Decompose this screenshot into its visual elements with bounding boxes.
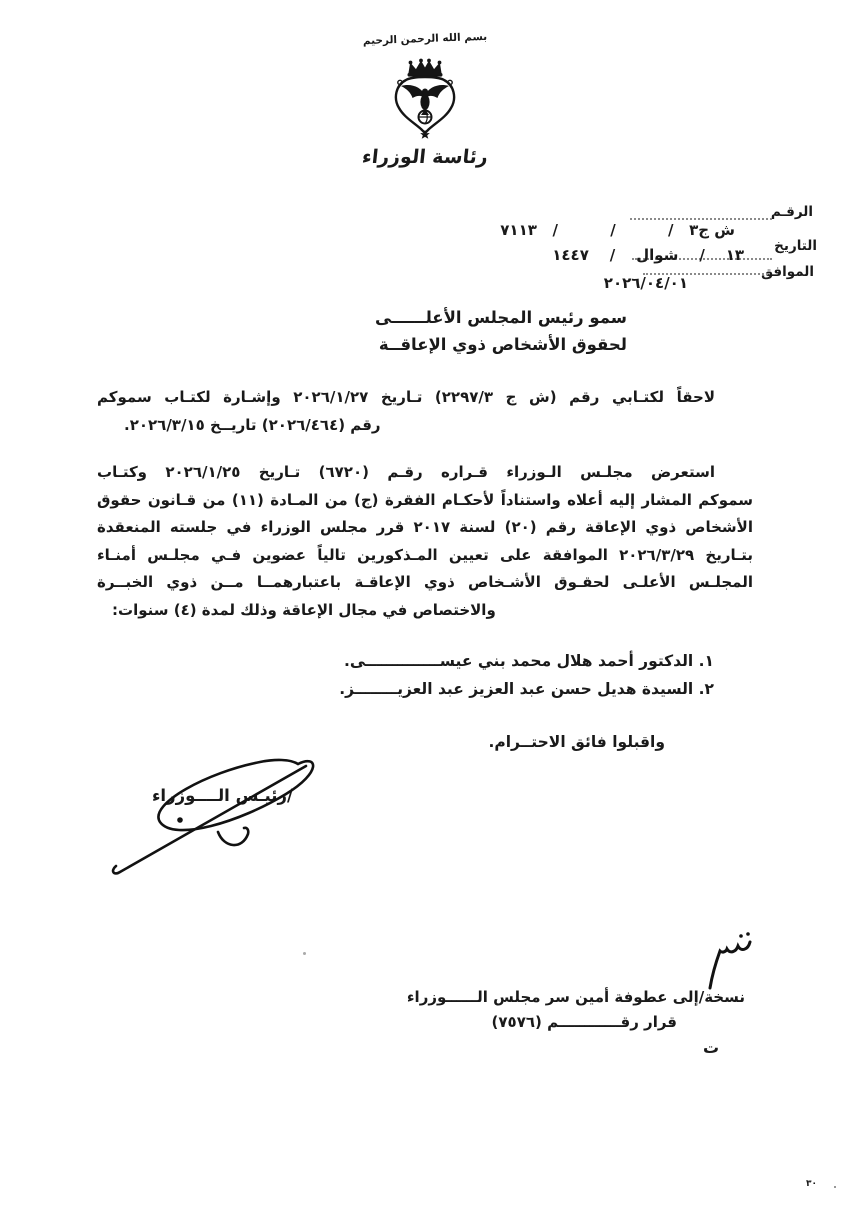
bismillah-calligraphy: بسم الله الرحمن الرحيم	[362, 30, 488, 48]
appointee-list	[339, 648, 714, 703]
paragraph-1-line-2: رقم (٢٠٢٦/٤٦٤) تاريــخ ٢٠٢٦/٣/١٥.	[124, 416, 381, 434]
scan-artifact-speck	[303, 952, 306, 955]
paragraph-2-line-1: استعرض مجلـس الـوزراء قـراره رقـم (٦٧٢٠) تـاريخ ٢٠٢٦/١/٢٥ وكتـاب	[97, 463, 715, 481]
footer-letter-mark: ت	[703, 1038, 720, 1057]
appointee-list-item-1: ١. الدكتور أحمد هلال محمد بني عيســــــــــــــى.	[344, 652, 714, 670]
prime-minister-signature-title: /رئيـس الــــوزراء	[151, 786, 293, 805]
decision-number-line: قرار رقــــــــــــم (٧٥٧٦)	[491, 1013, 677, 1031]
scan-artifact-dot	[834, 1186, 836, 1188]
ref-number-leader-line	[630, 218, 772, 220]
ref-gregorian-value: ٢٠٢٦/٠٤/٠١	[603, 274, 688, 292]
ref-number-label: الرقـم	[770, 204, 813, 220]
paragraph-2-line-4: بتـاريخ ٢٠٢٦/٣/٢٩ الموافقة على تعيين المـذكورين تالياً عضوين فـي مجلـس أمنـاء	[97, 545, 753, 564]
paragraph-2-line-5: المجلـس الأعلـى لحقـوق الأشـخاص ذوي الإعاقـة باعتبارهمــا مــن ذوي الخبــرة	[97, 573, 753, 591]
ref-hijri-date-label: التاريخ	[774, 238, 817, 254]
handwritten-signature-icon	[90, 750, 330, 890]
ref-hijri-date-value: ١٣ / شوال / ١٤٤٧	[552, 246, 744, 264]
copy-distribution-line: نسخة/إلى عطوفة أمين سر مجلس الــــــوزراء	[406, 988, 745, 1006]
paragraph-2-line-2: سموكم المشار إليه أعلاه واستناداً لأحكـام الفقرة (ج) من المـادة (١١) من قـانون حقوق	[97, 490, 753, 509]
prime-ministry-calligraphy: رئاسة الوزراء	[360, 146, 490, 168]
paragraph-1	[97, 383, 753, 439]
paragraph-2	[97, 459, 753, 624]
appointee-list-item-2: ٢. السيدة هديل حسن عبد العزيز عبد العزيــــــــز.	[339, 679, 714, 698]
paragraph-2-line-6: والاختصاص في مجال الإعاقة وذلك لمدة (٤) سنوات:	[112, 600, 496, 619]
paragraph-2-line-3: الأشخاص ذوي الإعاقة رقم (٢٠) لسنة ٢٠١٧ قرر مجلس الوزراء في جلسته المنعقدة	[97, 518, 753, 536]
ref-number-value: ش ج٣ / / / ٧١١٣	[500, 221, 735, 239]
paragraph-1-line-1: لاحقاً لكتـابي رقم (ش ج ٢٢٩٧/٣) تـاريخ ٢٠٢٦/١/٢٧ وإشـارة لكتـاب سموكم	[97, 388, 716, 406]
scan-artifact-corner: ٣٠	[806, 1179, 817, 1189]
addressee-line-1: سمو رئيس المجلس الأعلــــــى	[375, 308, 627, 327]
addressee-line-2: لحقوق الأشخاص ذوي الإعاقــة	[378, 335, 627, 354]
jordan-coat-of-arms-icon	[383, 58, 467, 148]
closing-line: واقبلوا فائق الاحتــرام.	[488, 733, 665, 751]
ref-gregorian-label: الموافق	[761, 264, 814, 280]
